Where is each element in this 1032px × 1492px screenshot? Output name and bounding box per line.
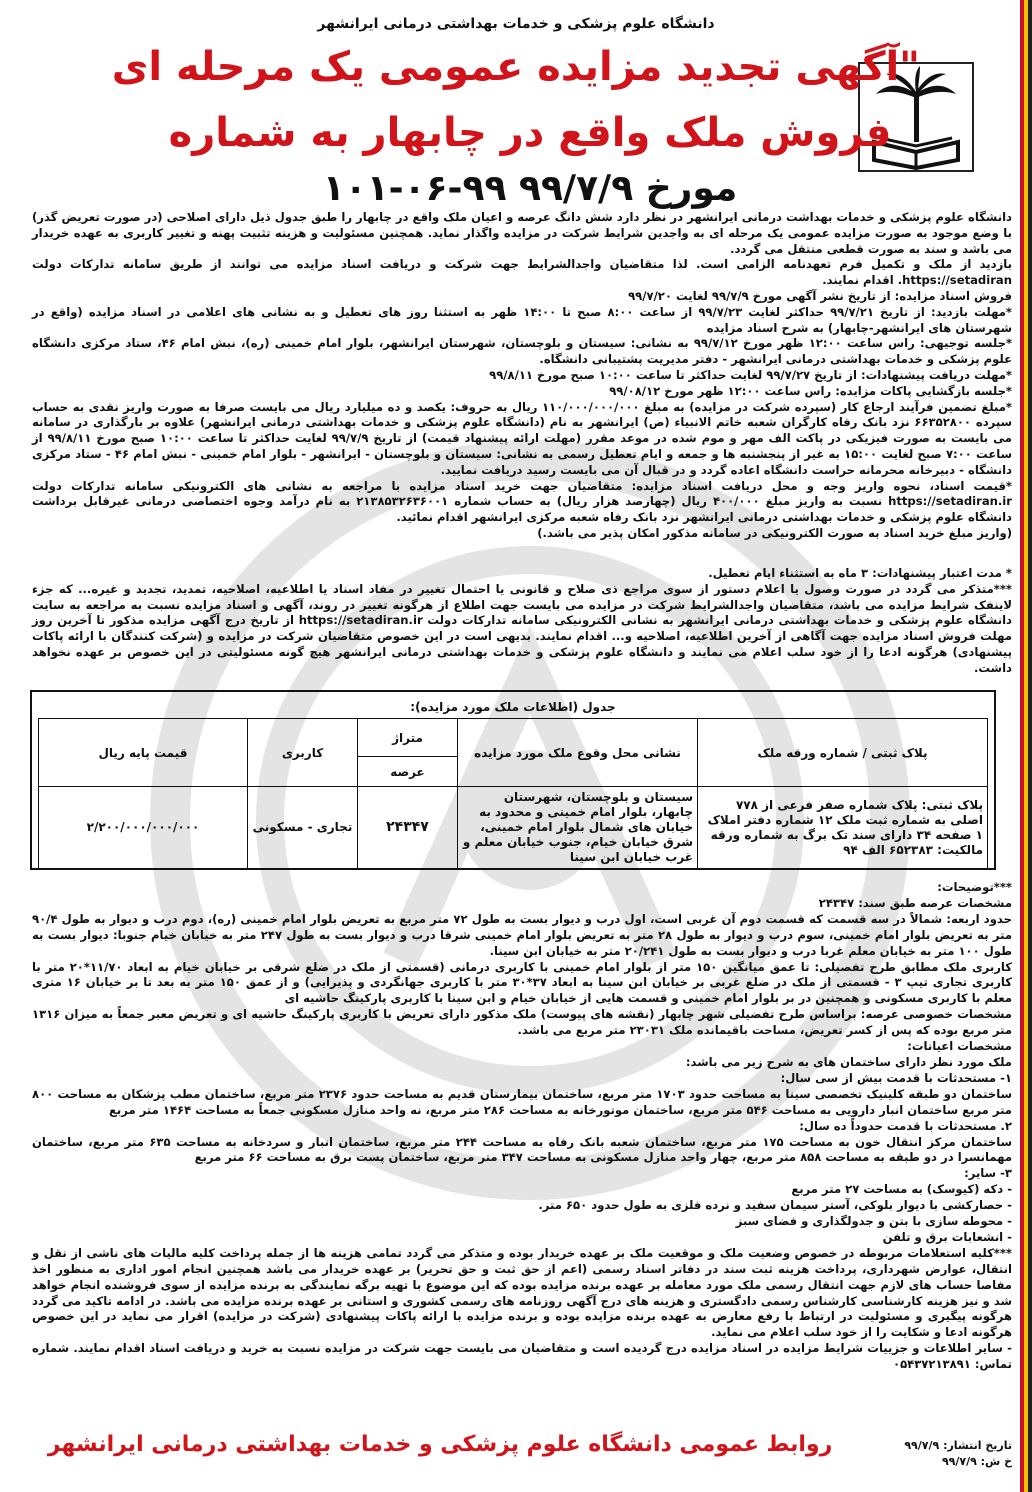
table-row xyxy=(39,787,988,869)
intro-paragraph: *مبلغ تضمین فرآیند ارجاع کار (سپرده شرکت در مزایده) به مبلغ ۱۱۰/۰۰۰/۰۰۰/۰۰۰ ریال به حروف: یکصد و ده میلیارد ریال می بایست صرفا به صورت واریز نقدی به حساب سپرده ۶۶۳۵۲۸۰۰ نزد بانک رفاه کارگران شعبه خاتم الانبیاء (ص) ایرانشهر به نام (دانشگاه علوم پزشکی و خدمات بهداشتی درمانی ایرانشهر) علاوه بر بارگذاری در سامانه می بایست به صورت فیزیکی در پاکت الف مهر و موم شده در موعد مقرر (مهلت ارائه پیشنهاد قیمت) از تاریخ ۹۹/۷/۹ لغایت حداکثر تا ساعت ۱۰:۰۰ صبح مورخ ۹۹/۸/۱۱ از ساعت ۷:۰۰ صبح لغایت ۱۵:۰۰ به غیر از پنجشنبه ها و جمعه و ایام تعطیل رسمی به نشانی: سیستان و بلوچستان - ایرانشهر - بلوار امام خمینی - نبش امام ۴۶ - ستاد مرکزی دانشگاه - دبیرخانه محرمانه حراست دانشگاه اعاده گردد و در قبال آن می بایست رسید دریافت نمایید. xyxy=(32,399,1013,477)
notes-item: ۳- سایر: xyxy=(964,1166,1012,1181)
edge-stripe-dark xyxy=(1028,0,1032,1492)
notice-number-date: ۱۰۱-۰۶-۹۹ مورخ ۹۹/۷/۹ xyxy=(322,168,738,209)
intro-paragraph: فروش اسناد مزایده: از تاریخ نشر آگهی مورخ ۹۹/۷/۹ لغایت ۹۹/۷/۲۰ xyxy=(628,288,1012,303)
intro-paragraph: *قیمت اسناد، نحوه واریز وجه و محل دریافت اسناد مزایده: متقاضیان جهت خرید اسناد مزایده با مراجعه به نشانی های الکترونیکی سامانه تدارکات دولت https://setadiran.ir نسبت به واریز مبلغ ۴۰۰/۰۰۰ ریال (چهارصد هزار ریال) به حساب شماره ۲۱۳۸۵۳۲۶۳۶۰۰۱ به نام درآمد وجوه اختصاصی درمانی غیرقابل برداشت دانشگاه علوم پزشکی و خدمات بهداشتی درمانی ایرانشهر نزد بانک رفاه شعبه مرکزی ایرانشهر اقدام نمائید. xyxy=(32,478,1012,525)
header-area-sub: عرصه xyxy=(358,757,458,787)
cell-area: ۲۴۳۴۷ xyxy=(358,787,458,869)
notes-item: مشخصات عرصه طبق سند: ۲۴۳۴۷ xyxy=(818,895,1012,910)
header-price: قیمت پایه ریال xyxy=(39,719,248,787)
intro-tail-section xyxy=(32,566,1012,677)
public-relations-signature: روابط عمومی دانشگاه علوم پزشکی و خدمات بهداشتی درمانی ایرانشهر xyxy=(47,1432,833,1457)
notes-item: ۱- مستحدثات با قدمت بیش از سی سال: xyxy=(780,1070,1012,1085)
publish-date: تاریخ انتشار: ۹۹/۷/۹ xyxy=(904,1439,1012,1452)
intro-paragraph: *مهلت دریافت پیشنهادات: از تاریخ ۹۹/۷/۲۷ لغایت حداکثر تا ساعت ۱۰:۰۰ صبح مورخ ۹۹/۸/۱۱ xyxy=(489,367,1012,382)
intro-paragraph: *جلسه توجیهی: راس ساعت ۱۲:۰۰ ظهر مورخ ۹۹/۷/۱۲ به نشانی: سیستان و بلوچستان، شهرستان ایرانشهر، بلوار امام خمینی (ره)، نبش امام ۴۶، ستاد مرکزی دانشگاه علوم پزشکی و خدمات بهداشتی درمانی ایرانشهر - دفتر مدیریت پشتیبانی دانشگاه. xyxy=(32,336,1013,367)
disclaimer-paragraph: ***متذکر می گردد در صورت وصول یا اعلام دستور از سوی مراجع ذی صلاح و قانونی یا احتمال تغییر در مفاد اسناد یا اطلاعیه، اصلاحیه، تمدید، تجدید و غیره... که جزء لاینفک شرایط مزایده می باشد، متقاضیان واجدالشرایط شرکت در مزایده می بایست جهت اطلاع از هرگونه تغییر در روند، آگهی و اسناد مزایده نسبت به مراجعه به سایت دانشگاه علوم پزشکی و خدمات بهداشتی درمانی ایرانشهر به نشانی الکترونیکی سامانه تدارکات دولت https://setadiran.ir از تاریخ درج آگهی مزایده مذکور تا آخرین روز مهلت فروش اسناد مزایده جهت آگاهی از آخرین اطلاعیه، اصلاحیه و... اقدام نمایند. بدیهی است در این خصوص متقاضیان شرکت در مزایده و (شرکت کنندگان با ارائه پاکات پیشنهادی) هرگونه ادعا را از خود سلب اعلام می نمایند و دانشگاه علوم پزشکی و خدمات بهداشتی درمانی ایرانشهر هیچ گونه مسئولیتی در این خصوص بر عهده نخواهد داشت. xyxy=(32,581,1013,675)
notes-item: ۲. مستحدثات با قدمت حدوداً ده سال: xyxy=(799,1118,1012,1133)
intro-paragraph: (واریز مبلغ خرید اسناد به صورت الکترونیکی در سامانه مذکور امکان پذیر می باشد.) xyxy=(537,525,1012,540)
notes-item: - محوطه سازی با بتن و جدولگذاری و فضای سبز xyxy=(735,1214,1012,1229)
publish-meta xyxy=(904,1438,1012,1470)
notes-item: - سایر اطلاعات و جزییات شرایط مزایده در اسناد مزایده درج گردیده است و متقاضیان می بایست جهت شرکت در مزایده نسبت به خرید و دریافت اسناد اقدام نمایند. شماره تماس: ۰۵۴۳۷۲۱۳۸۹۱ xyxy=(32,1341,1012,1372)
notes-item: مشخصات اعیانات: xyxy=(907,1039,1012,1054)
cell-usage: تجاری - مسکونی xyxy=(248,787,358,869)
intro-paragraph: دانشگاه علوم پزشکی و خدمات بهداشت درمانی ایرانشهر در نظر دارد شش دانگ عرصه و اعیان ملک واقع در چابهار را طبق جدول ذیل دارای اصلاحی (در صورت تعریض گذر) با وضع موجود به صورت مزایده عمومی یک مرحله ای به واجدین شرایط شرکت در مزایده واگذار نماید. همچنین مسئولیت و هزینه تثبیت پهنه و تغییر کاربری به عهده خریدار می باشد و سند به صورت قطعی منتقل می گردد. xyxy=(32,210,1012,256)
notes-item: ***توضیحات: xyxy=(937,880,1012,894)
cell-price: ۲/۲۰۰/۰۰۰/۰۰۰/۰۰۰ xyxy=(39,787,248,869)
validity-paragraph: * مدت اعتبار پیشنهادات: ۳ ماه به استثناء ایام تعطیل. xyxy=(708,566,1012,580)
notes-item: حدود اربعه: شمالاً در سه قسمت که قسمت دوم آن غربی است، اول درب و دیوار بست به طول ۷۲ متر مربع به تعریض بلوار امام خمینی (ره)، دوم درب و دیوار به طول ۹۰/۴ متر به تعریض بلوار امام خمینی، سوم درب و دیوار به طول ۲۸ متر به تعریض بلوار امام خمینی شرقا درب و دیوار بست به طول ۲۴۷ متر به خیابان خیام جنوبا: دیوار بست به طول ۱۰۰ متر به خیابان معلم غربا درب و دیوار بست به طول ۲۰/۲۴۱ متر به خیابان ابن سینا. xyxy=(32,911,1012,958)
intro-section xyxy=(32,210,1012,542)
notes-item: مشخصات خصوصی عرصه: براساس طرح تفضیلی شهر چابهار (نقشه های پیوست) ملک مذکور دارای تعریض با کاربری پارکینگ حاشیه ای و تعریض معبر جمعاً به میزان ۱۳۱۶ متر مربع بوده که پس از کسر تعریض، مساحت باقیمانده ملک ۲۳۰۳۱ متر مربع می باشد. xyxy=(32,1007,1012,1038)
header-plate: پلاک ثبتی / شماره ورقه ملک xyxy=(698,719,988,787)
university-name: دانشگاه علوم پزشکی و خدمات بهداشتی درمانی ایرانشهر xyxy=(317,16,715,32)
header-usage: کاربری xyxy=(248,719,358,787)
notes-item: - دکه (کیوسک) به مساحت ۲۷ متر مربع xyxy=(791,1182,1012,1197)
notes-item: کاربری ملک مطابق طرح تفصیلی: تا عمق میانگین ۱۵۰ متر از بلوار امام خمینی با کاربری درمانی (قسمتی از ملک در ضلع شرقی بر خیابان خیام به ابعاد ۱۱/۷۰*۲۰ متر با کاربری تجاری تیپ ۳ - قسمتی از ملک در ضلع غربی بر خیابان ابن سینا به ابعاد ۳۷*۳۰ متر با کاربری جهانگردی و پذیرایی) و از عمق ۱۵۰ متر به بعد تا بر خیابان ۱۶ متری معلم با کاربری مسکونی و همچنین در بر بلوار امام خمینی و قسمت هایی از خیابان خیام و ابن سینا با کاربری پارکینگ حاشیه ای xyxy=(32,959,1013,1006)
header-area: متراژ xyxy=(358,719,458,757)
notes-item: - حصارکشی با دیوار بلوکی، آستر سیمان سفید و نرده فلزی به طول حدود ۶۵۰ متر. xyxy=(538,1198,1012,1213)
property-table xyxy=(38,718,988,869)
property-table-box xyxy=(30,690,996,870)
table-header-row xyxy=(39,719,988,757)
notice-title-line2: فروش ملک واقع در چابهار به شماره xyxy=(168,110,892,156)
cell-address: سیستان و بلوچستان، شهرستان چابهار، بلوار امام خمینی و محدود به خیابان های شمال بلوار امام خمینی، شرق خیابان خیام، جنوب خیابان معلم و غرب خیابان ابن سینا xyxy=(458,787,698,869)
intro-paragraph: *مهلت بازدید: از تاریخ ۹۹/۷/۲۱ حداکثر لغایت ۹۹/۷/۲۳ از ساعت ۸:۰۰ صبح تا ۱۴:۰۰ ظهر به استثنا روز های تعطیل و به نشانی های اعلامی در اسناد مزایده (واقع در شهرستان های ایرانشهر-چابهار) به شرح اسناد مزایده xyxy=(32,304,1012,335)
notes-item: ساختمان دو طبقه کلینیک تخصصی سینا به مساحت حدود ۱۷۰۳ متر مربع، ساختمان بیمارستان قدیم به مساحت حدود ۲۳۷۶ متر مربع، ساختمان مطب پزشکان به مساحت ۸۰۰ متر مربع ساختمان انبار دارویی به مساحت ۵۴۶ متر مربع، ساختمان موتورخانه به مساحت ۲۸۶ متر مربع، نه واحد منازل مسکونی جمعاً به مساحت ۱۴۶۴ متر مربع xyxy=(32,1086,1013,1117)
intro-paragraph: *جلسه بازگشایی پاکات مزایده: راس ساعت ۱۲:۰۰ ظهر مورخ ۹۹/۰۸/۱۲ xyxy=(609,383,1012,398)
notice-title-line1: "آگهی تجدید مزایده عمومی یک مرحله ای xyxy=(111,44,920,90)
notes-section xyxy=(32,880,1012,1373)
notes-item: ساختمان مرکز انتقال خون به مساحت ۱۷۵ متر مربع، ساختمان شعبه بانک رفاه به مساحت ۲۴۴ متر مربع، ساختمان انبار و سردخانه به مساحت ۶۳۵ متر مربع، ساختمان مهمانسرا در دو طبقه به مساحت ۸۵۸ متر مربع، چهار واحد منازل مسکونی به مساحت ۳۴۷ متر مربع، ساختمان پست برق به مساحت ۶۶ متر مربع xyxy=(32,1134,1013,1165)
cell-plate: پلاک ثبتی: پلاک شماره صفر فرعی از ۷۷۸ اصلی به شماره ثبت ملک ۱۲ شماره دفتر املاک ۱ صفحه ۳۴ دارای سند تک برگ به شماره ورقه مالکیت: ۶۵۲۳۸۳ الف ۹۴ xyxy=(698,787,988,869)
property-table-caption: جدول (اطلاعات ملک مورد مزایده): xyxy=(410,700,616,714)
header-address: نشانی محل وقوع ملک مورد مزایده xyxy=(458,719,698,787)
notes-item: ملک مورد نظر دارای ساختمان های به شرح زیر می باشد: xyxy=(685,1054,1012,1069)
notes-item: ***کلیه استعلامات مربوطه در خصوص وضعیت ملک و موقعیت ملک بر عهده خریدار بوده و متذکر می گردد تمامی هزینه ها از جمله پرداخت کلیه مالیات های ناشی از نقل و انتقال، عوارض شهرداری، پرداخت هزینه ثبت سند در دفاتر اسناد رسمی (اعم از حق ثبت و حق تحریر) بر عهده خریدار می باشد همچنین انجام امور اداری به منظور اخذ مفاصا حساب های لازم جهت انتقال رسمی ملک مورد معامله بر عهده برنده مزایده بوده که این موضوع با تهیه برگه نمایندگی به برنده مزایده از سوی فروشنده انجام خواهد شد و نیز هزینه کارشناسی کارشناس رسمی دادگستری و هزینه های درج آگهی روزنامه های رسمی کشوری و استانی بر عهده برنده مزایده می باشد. در ادامه تاکید می گردد هرگونه پیگیری و مسئولیت در ارتباط با رفع معارض به عهده برنده مزایده بوده و برنده مزایده با ارائه پاکات پیشنهادی (شرکت در مزایده) اقرار می نماید در این خصوص هرگونه ادعا و شکایت را از خود سلب اعلام می نماید. xyxy=(32,1245,1012,1340)
intro-paragraph: بازدید از ملک و تکمیل فرم تعهدنامه الزامی است. لذا متقاضیان واجدالشرایط جهت شرکت و دریافت اسناد مزایده می توانند از طریق سامانه تدارکات دولت https://setadiran. اقدام نمایند. xyxy=(32,257,1012,288)
publish-code: خ ش: ۹۹/۷/۹ xyxy=(941,1455,1012,1468)
decorative-edge xyxy=(1020,0,1032,1492)
notes-item: - انشعابات برق و تلفن xyxy=(882,1229,1012,1244)
